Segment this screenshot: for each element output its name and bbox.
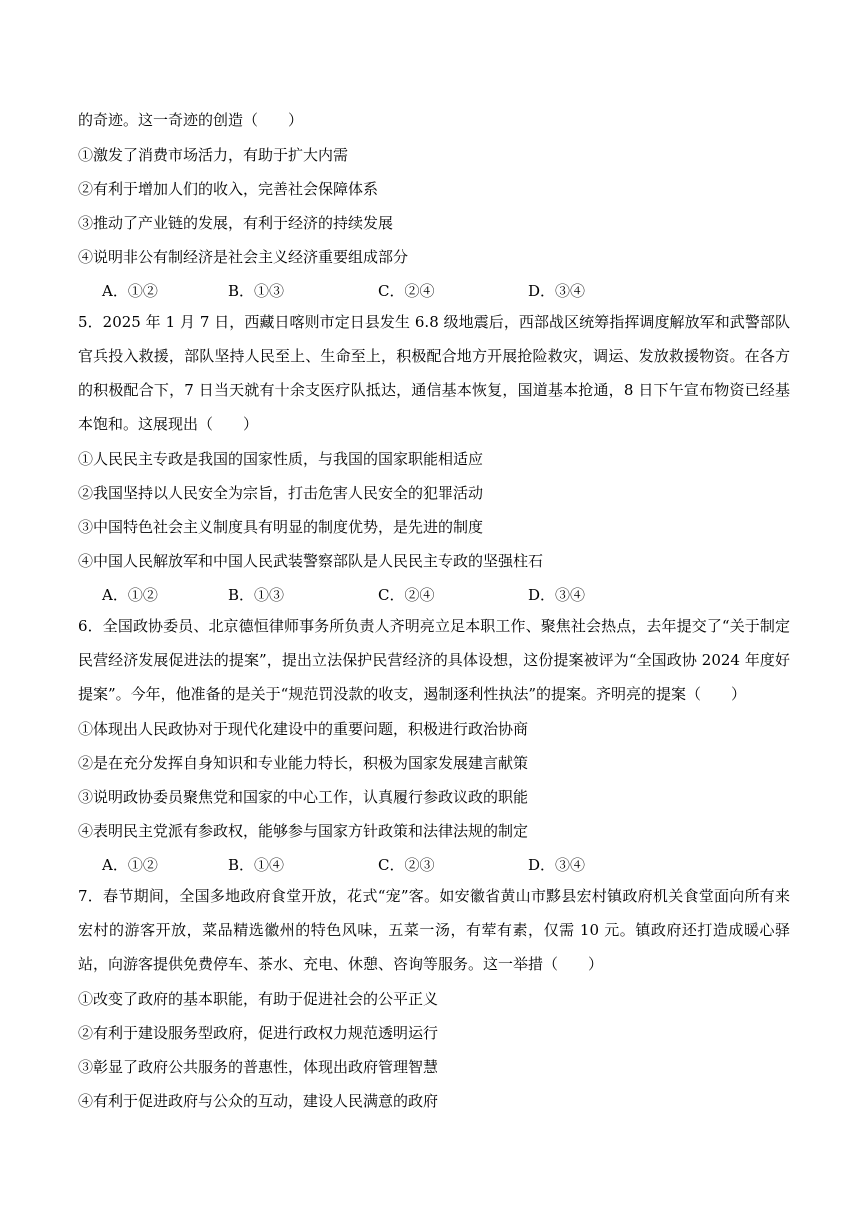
q5-statement-2: ②我国坚持以人民安全为宗旨，打击危害人民安全的犯罪活动 — [78, 484, 484, 502]
q6-statement-2: ②是在充分发挥自身知识和专业能力特长，积极为国家发展建言献策 — [78, 754, 529, 772]
q5-stem: 5．2025 年 1 月 7 日，西藏日喀则市定日县发生 6.8 级地震后，西部战区统筹指挥调度解放军和武警部队官兵投入救援，部队坚持人民至上、生命至上，积极配合地方开展抢险救灾，调运、发放救援物资。在各方的积极配合下，7 日当天就有十余支医疗队抵达，通信基本恢复，国道基本抢通，8 日下午宣布物资已经基本饱和。这展现出（ ） — [78, 313, 790, 433]
q5-statement-3: ③中国特色社会主义制度具有明显的制度优势，是先进的制度 — [78, 518, 484, 536]
q4-statement-3: ③推动了产业链的发展，有利于经济的持续发展 — [78, 214, 394, 232]
q7-statement-1: ①改变了政府的基本职能，有助于促进社会的公平正义 — [78, 990, 439, 1008]
q6-options — [102, 855, 762, 875]
q5-option-c[interactable]: C．②④ — [378, 586, 435, 604]
q4-statement-4: ④说明非公有制经济是社会主义经济重要组成部分 — [78, 248, 409, 266]
q6-option-b[interactable]: B．①④ — [228, 856, 285, 874]
q7-statement-3: ③彰显了政府公共服务的普惠性，体现出政府管理智慧 — [78, 1058, 439, 1076]
q6-option-c[interactable]: C．②③ — [378, 856, 435, 874]
q5-option-b[interactable]: B．①③ — [228, 586, 285, 604]
q4-option-b[interactable]: B．①③ — [228, 282, 285, 300]
q4-stem-tail: 的奇迹。这一奇迹的创造（ ） — [78, 111, 304, 129]
q5-options — [102, 585, 762, 605]
q4-statement-1: ①激发了消费市场活力，有助于扩大内需 — [78, 146, 349, 164]
q6-statement-1: ①体现出人民政协对于现代化建设中的重要问题，积极进行政治协商 — [78, 720, 529, 738]
q6-option-d[interactable]: D．③④ — [528, 856, 586, 874]
q7-statement-2: ②有利于建设服务型政府，促进行政权力规范透明运行 — [78, 1024, 439, 1042]
q4-option-d[interactable]: D．③④ — [528, 282, 586, 300]
q6-stem: 6．全国政协委员、北京德恒律师事务所负责人齐明亮立足本职工作、聚焦社会热点，去年提交了“关于制定民营经济发展促进法的提案”，提出立法保护民营经济的具体设想，这份提案被评为“全国政协 2024 年度好提案”。今年，他准备的是关于“规范罚没款的收支，遏制逐利性执法”的提案。齐明亮的提案（ ） — [78, 617, 790, 703]
q5-statement-4: ④中国人民解放军和中国人民武装警察部队是人民民主专政的坚强柱石 — [78, 552, 544, 570]
q4-options — [102, 281, 762, 301]
q5-option-d[interactable]: D．③④ — [528, 586, 586, 604]
q6-option-a[interactable]: A．①② — [102, 856, 158, 874]
q7-stem: 7．春节期间，全国多地政府食堂开放，花式“宠”客。如安徽省黄山市黟县宏村镇政府机关食堂面向所有来宏村的游客开放，菜品精选徽州的特色风味，五菜一汤，有荤有素，仅需 10 元。镇政府还打造成暖心驿站，向游客提供免费停车、茶水、充电、休憩、咨询等服务。这一举措（ ） — [78, 887, 790, 973]
q6-statement-3: ③说明政协委员聚焦党和国家的中心工作，认真履行参政议政的职能 — [78, 788, 529, 806]
q6-statement-4: ④表明民主党派有参政权，能够参与国家方针政策和法律法规的制定 — [78, 822, 529, 840]
q5-option-a[interactable]: A．①② — [102, 586, 158, 604]
q5-statement-1: ①人民民主专政是我国的国家性质，与我国的国家职能相适应 — [78, 450, 484, 468]
q4-option-a[interactable]: A．①② — [102, 282, 158, 300]
q7-statement-4: ④有利于促进政府与公众的互动，建设人民满意的政府 — [78, 1092, 439, 1110]
q4-statement-2: ②有利于增加人们的收入，完善社会保障体系 — [78, 180, 379, 198]
q4-option-c[interactable]: C．②④ — [378, 282, 435, 300]
